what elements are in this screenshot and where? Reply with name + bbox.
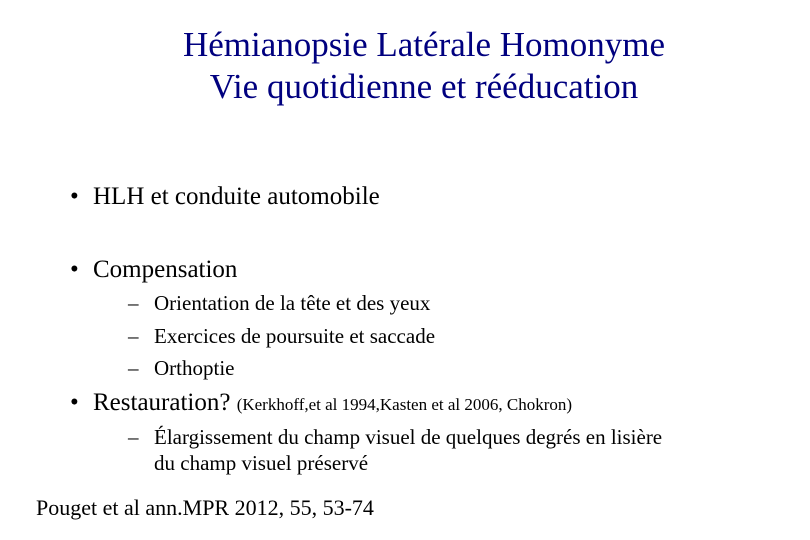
bullet-reference: (Kerkhoff,et al 1994,Kasten et al 2006, Chokron) [236,395,573,414]
bullet-text: HLH et conduite automobile [93,183,380,210]
subitem-marker: – [128,356,139,380]
subitem-text: Exercices de poursuite et saccade [154,324,436,348]
subitem-visual-field [128,424,662,476]
subitem-marker: – [128,324,139,348]
bullet-compensation [70,255,237,285]
bullet-text: Restauration? [93,389,231,416]
bullet-driving [70,182,380,212]
bullet-marker: • [70,389,79,416]
subitem-text-line-1: Élargissement du champ visuel de quelques degrés en lisière [154,425,663,449]
subitem-marker: – [128,425,139,449]
bullet-marker: • [70,183,79,210]
bullet-marker: • [70,256,79,283]
title-line-1: Hémianopsie Latérale Homonyme [182,25,666,64]
subitem-orthoptics [128,355,234,381]
subitem-text: Orthoptie [154,356,235,380]
bullet-restoration [70,388,572,420]
subitem-text-line-2: du champ visuel préservé [154,451,369,475]
subitem-orientation [128,290,430,316]
subitem-text: Orientation de la tête et des yeux [154,291,431,315]
slide-title [0,24,810,108]
subitem-exercises [128,323,435,349]
bullet-text: Compensation [93,256,238,283]
title-line-2: Vie quotidienne et rééducation [209,67,639,106]
subitem-marker: – [128,291,139,315]
footer-citation: Pouget et al ann.MPR 2012, 55, 53-74 [36,495,374,520]
